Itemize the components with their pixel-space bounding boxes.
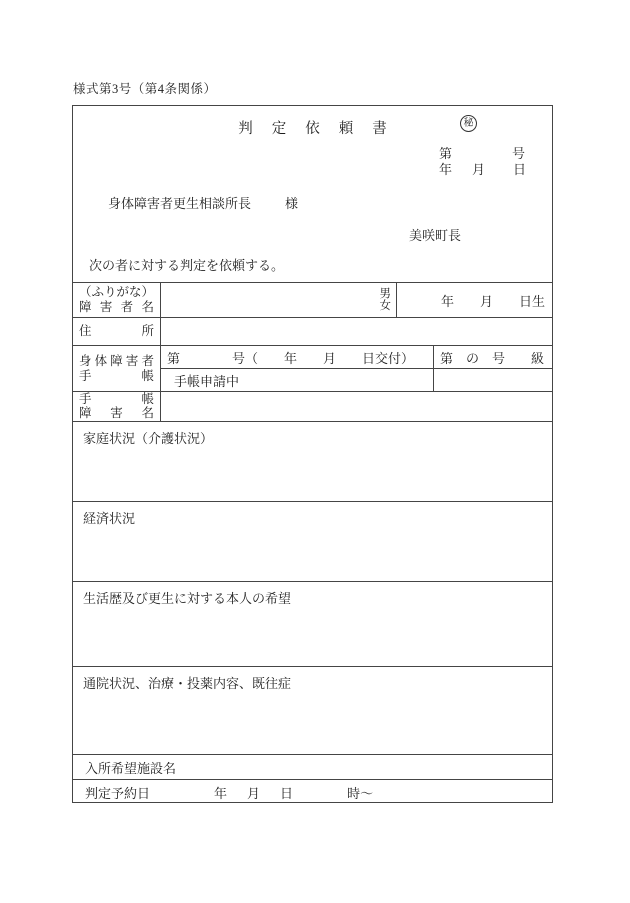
handbook-number-cell: 第 号（ 年 月 日交付） — [161, 346, 434, 368]
handbook-applying-cell: 手帳申請中 — [161, 369, 434, 391]
birthdate-cell: 年 月 日生 — [440, 293, 545, 309]
family-label: 家庭状況（介護状況） — [83, 431, 214, 446]
address-label: 住 所 — [79, 324, 154, 338]
address-value-cell — [161, 318, 552, 345]
gender-female-label: 女 — [379, 300, 391, 312]
doc-date-line — [439, 162, 526, 177]
appointment-time-label: 時〜 — [347, 785, 374, 801]
handbook-top-subrow — [161, 346, 552, 369]
appointment-label: 判定予約日 — [85, 785, 151, 801]
addressee-honorific: 様 — [285, 196, 299, 211]
sender-name: 美咲町長 — [409, 228, 462, 243]
doc-number-prefix: 第 — [439, 146, 453, 161]
family-cell — [73, 422, 552, 501]
doc-number-suffix: 号 — [512, 146, 526, 161]
table-row-life-history — [73, 581, 552, 666]
doc-date-day: 日 — [513, 162, 527, 177]
handbook-content — [161, 346, 552, 391]
handbook-disability-value-cell — [161, 392, 552, 421]
address-label-cell — [73, 318, 161, 345]
table-row-family — [73, 421, 552, 501]
request-sentence: 次の者に対する判定を依頼する。 — [89, 258, 285, 273]
table-row-name — [73, 282, 552, 317]
appointment-cell — [73, 780, 552, 804]
form-box — [72, 105, 553, 803]
economic-label: 経済状況 — [83, 511, 136, 526]
handbook-grade-cell: 第 の 号 級 — [440, 350, 545, 366]
handbook-disability-label-line2: 障 害 名 — [79, 405, 154, 420]
handbook-disability-label-cell — [73, 392, 161, 421]
gender-male-label: 男 — [379, 288, 391, 300]
form-title: 判定依頼書 — [238, 121, 406, 137]
handbook-label-cell — [73, 346, 161, 391]
facility-label: 入所希望施設名 — [85, 760, 177, 776]
handbook-disability-label-line1: 手 帳 — [79, 392, 154, 406]
appointment-day-label: 日 — [280, 785, 294, 801]
doc-date-month: 月 — [472, 162, 486, 177]
handbook-bottom-subrow — [161, 369, 552, 391]
handbook-label-line1: 身 体 障 害 者 — [79, 353, 154, 368]
table-row-handbook-disability — [73, 391, 552, 421]
appointment-month-label: 月 — [247, 785, 261, 801]
name-label: 障 害 者 名 — [79, 300, 154, 314]
medical-label: 通院状況、治療・投薬内容、既往症 — [83, 676, 292, 691]
appointment-year-label: 年 — [214, 785, 228, 801]
table-row-handbook — [73, 345, 552, 391]
life-history-cell — [73, 582, 552, 666]
table-row-appointment — [73, 779, 552, 804]
handbook-label-line2: 手 帳 — [79, 368, 154, 383]
form-number: 様式第3号（第4条関係） — [73, 82, 217, 96]
table-row-facility — [73, 754, 552, 779]
medical-cell — [73, 667, 552, 754]
gender-options — [380, 288, 392, 312]
economic-cell — [73, 502, 552, 581]
addressee-line — [108, 193, 298, 212]
addressee-name: 身体障害者更生相談所長 — [108, 196, 252, 211]
table-row-medical — [73, 666, 552, 754]
name-label-cell — [73, 283, 161, 317]
facility-cell — [73, 755, 552, 779]
doc-date-year: 年 — [439, 162, 453, 177]
form-header — [73, 106, 552, 282]
life-history-label: 生活歴及び更生に対する本人の希望 — [83, 591, 292, 606]
handbook-grade-value-cell — [434, 369, 552, 391]
doc-number-line — [439, 146, 525, 161]
furigana-label: （ふりがな） — [79, 285, 155, 299]
confidential-mark-icon: 秘 — [460, 115, 477, 132]
table-row-address — [73, 317, 552, 345]
name-value-cell — [161, 283, 397, 317]
table-row-economic — [73, 501, 552, 581]
